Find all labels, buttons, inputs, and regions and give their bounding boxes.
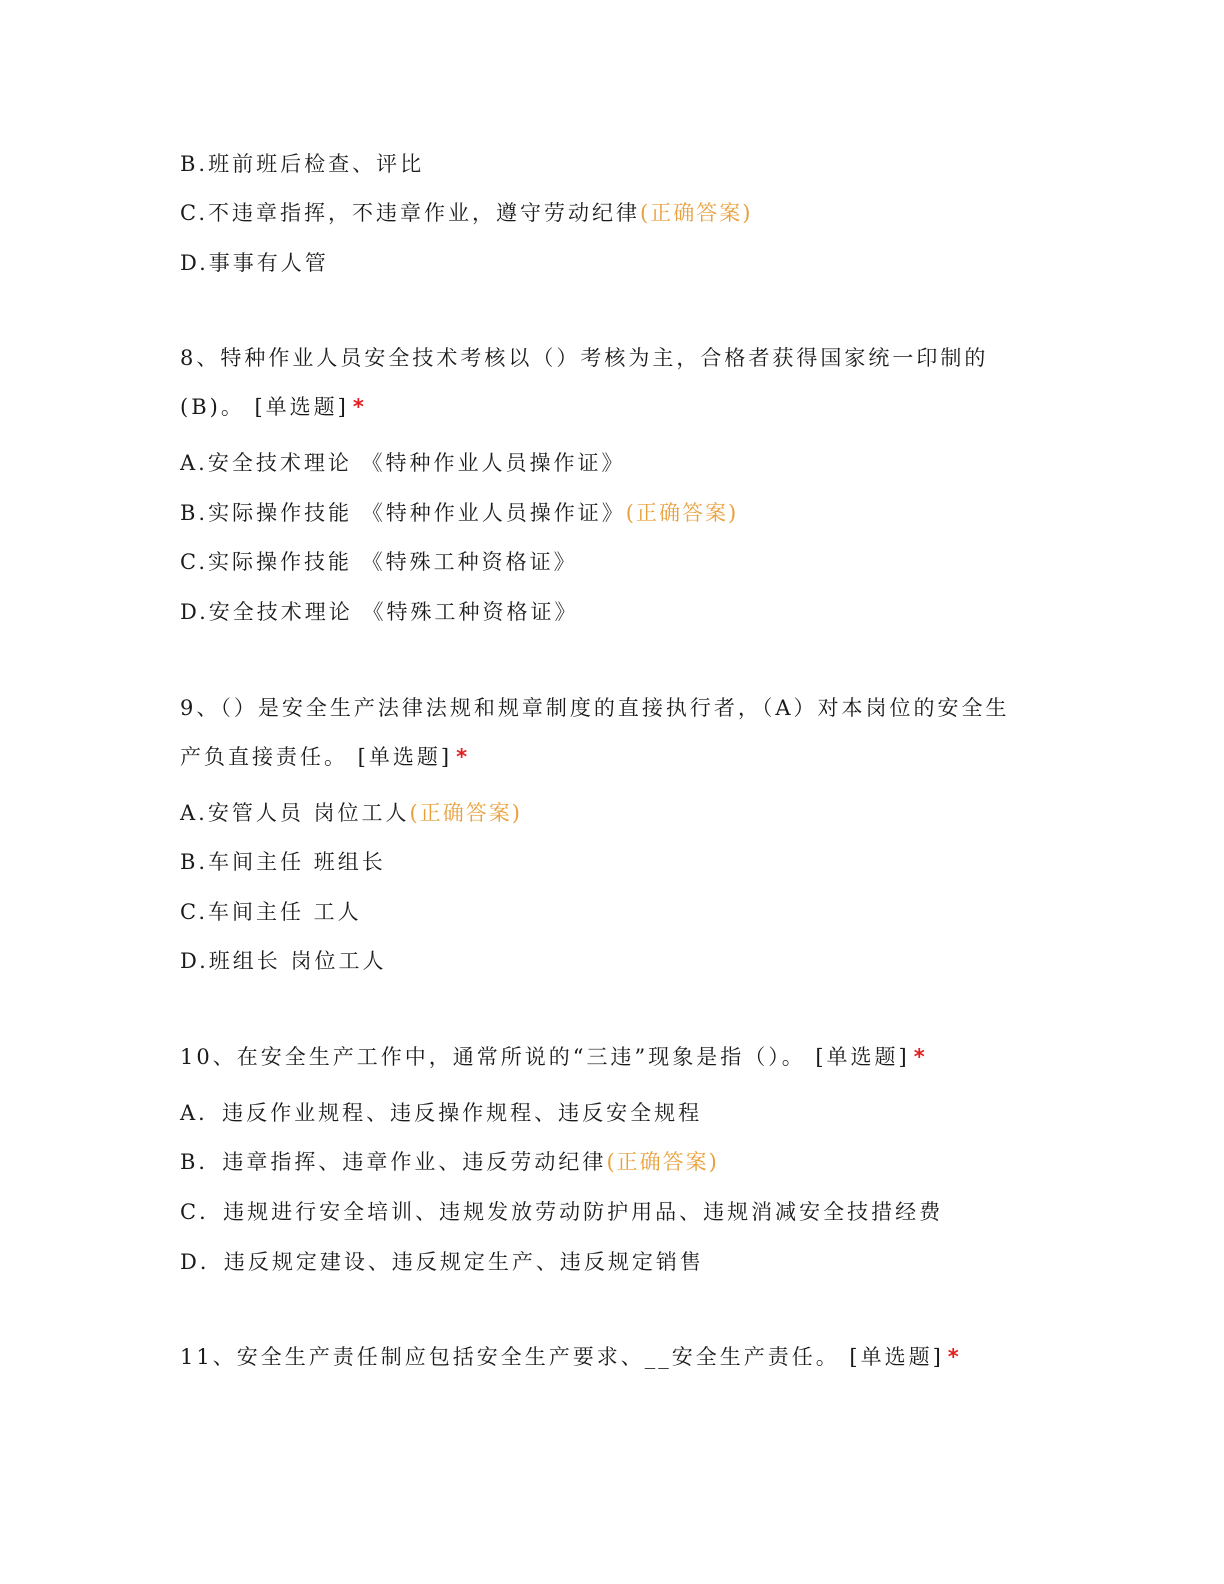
q7-option-b	[180, 150, 424, 178]
option-text: D．违反规定建设、违反规定生产、违反规定销售	[180, 1250, 704, 1274]
q10-option-c	[180, 1198, 943, 1226]
q10-stem-line1	[180, 1043, 928, 1071]
q10-option-b	[180, 1148, 719, 1176]
option-text: A.安全技术理论 《特种作业人员操作证》	[180, 451, 626, 475]
option-text: A．违反作业规程、违反操作规程、违反安全规程	[180, 1101, 703, 1125]
correct-answer-tag: (正确答案)	[606, 1150, 719, 1174]
question-text: 8、特种作业人员安全技术考核以（）考核为主，合格者获得国家统一印制的	[180, 346, 989, 370]
option-text: C.实际操作技能 《特殊工种资格证》	[180, 550, 578, 574]
q7-option-c	[180, 199, 752, 227]
option-text: C.不违章指挥，不违章作业，遵守劳动纪律	[180, 201, 640, 225]
correct-answer-tag: (正确答案)	[625, 501, 739, 525]
option-text: D.安全技术理论 《特殊工种资格证》	[180, 600, 579, 624]
q7-option-d	[180, 249, 329, 277]
q8-option-c	[180, 548, 578, 576]
q9-stem-line2	[180, 743, 470, 771]
required-star: *	[947, 1345, 962, 1369]
question-text: 9、（）是安全生产法律法规和规章制度的直接执行者，（A）对本岗位的安全生	[180, 696, 1010, 720]
q9-stem-line1	[180, 694, 1010, 722]
required-star: *	[352, 395, 367, 419]
option-text: B.班前班后检查、评比	[180, 152, 425, 176]
option-text: D.事事有人管	[180, 251, 329, 275]
option-text: C.车间主任 工人	[180, 900, 362, 924]
option-text: D.班组长 岗位工人	[180, 949, 387, 973]
required-star: *	[456, 745, 471, 769]
q9-option-a	[180, 799, 522, 827]
q11-stem-line1	[180, 1343, 962, 1371]
correct-answer-tag: (正确答案)	[640, 201, 753, 225]
option-text: B．违章指挥、违章作业、违反劳动纪律	[180, 1150, 607, 1174]
q10-option-a	[180, 1099, 702, 1127]
q8-option-d	[180, 598, 578, 626]
question-text: (B)。 [单选题]	[180, 395, 349, 419]
q9-option-b	[180, 848, 386, 876]
q8-option-a	[180, 449, 626, 477]
option-text: C．违规进行安全培训、违规发放劳动防护用品、违规消减安全技措经费	[180, 1200, 944, 1224]
q8-stem-line2	[180, 393, 367, 421]
q9-option-c	[180, 898, 362, 926]
q9-option-d	[180, 947, 386, 975]
option-text: B.车间主任 班组长	[180, 850, 386, 874]
question-text: 产负直接责任。 [单选题]	[180, 745, 453, 769]
q10-option-d	[180, 1248, 704, 1276]
question-text: 10、在安全生产工作中，通常所说的“三违”现象是指（）。 [单选题]	[180, 1045, 910, 1069]
correct-answer-tag: (正确答案)	[409, 801, 522, 825]
q8-option-b	[180, 499, 738, 527]
option-text: B.实际操作技能 《特种作业人员操作证》	[180, 501, 626, 525]
option-text: A.安管人员 岗位工人	[180, 801, 410, 825]
q8-stem-line1	[180, 344, 988, 372]
question-text: 11、安全生产责任制应包括安全生产要求、__安全生产责任。 [单选题]	[180, 1345, 944, 1369]
required-star: *	[913, 1045, 928, 1069]
